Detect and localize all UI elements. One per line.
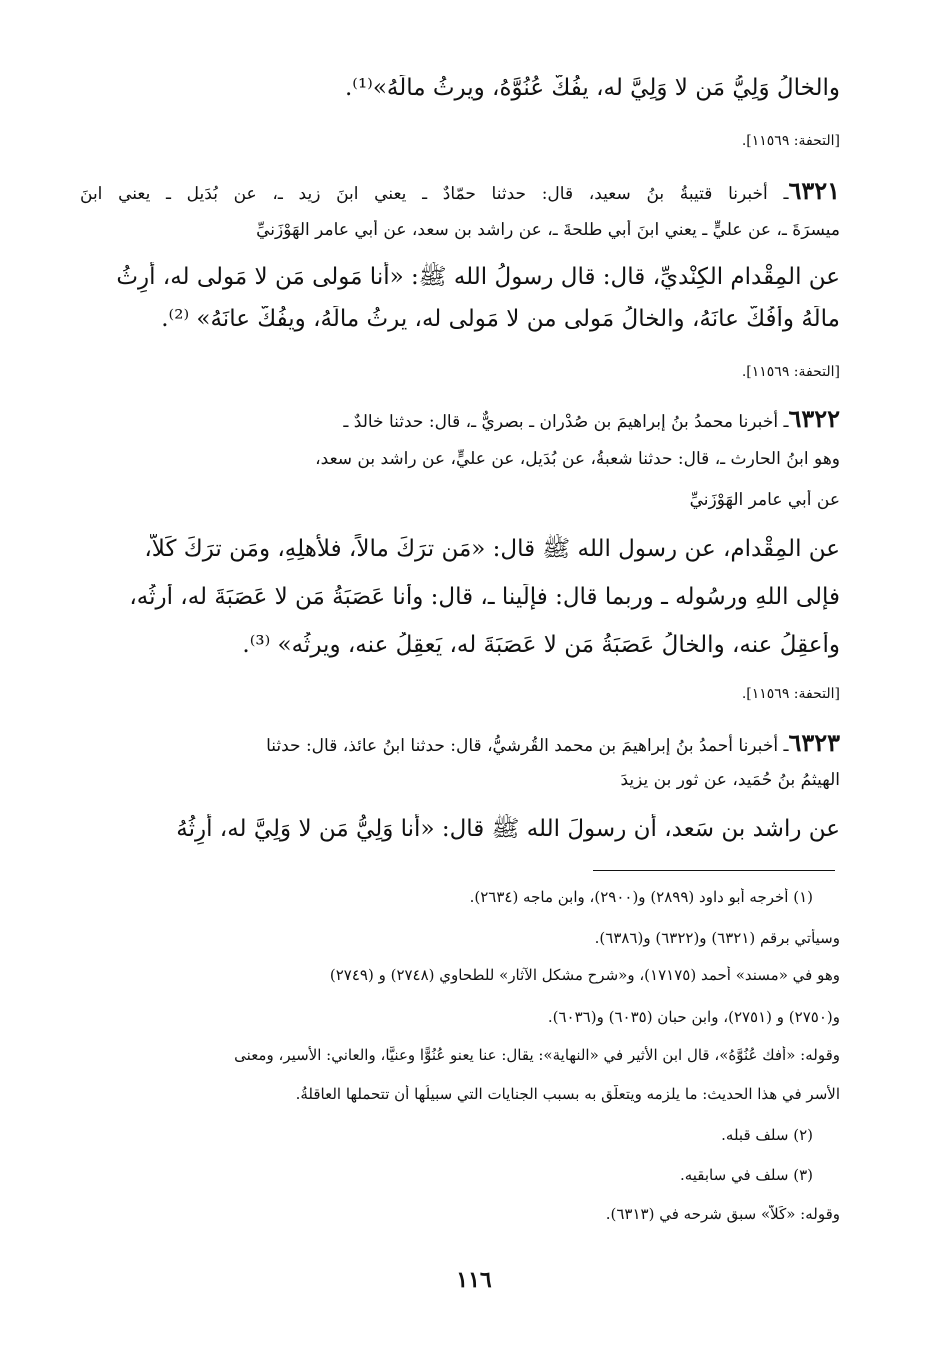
hadith-6321-line-2: ميسرَةَ ـ، عن عليٍّ ـ يعني ابنَ أبي طلحةَ ـ، عن راشد بن سعد، عن أبي عامر الهَوْزَنيِّ — [256, 220, 840, 240]
hadith-number: ٦٣٢١ — [788, 176, 840, 205]
hadith-6322-line-5: فإلى اللهِ ورسُوله ـ وربما قال: فإلَينا ـ، قال: وأنا عَصَبَةُ مَن لا عَصَبَةَ له، أرِثُه، — [129, 584, 840, 610]
footnote-1-line-4: و(٢٧٥٠) و (٢٧٥١)، وابن حبان (٦٠٣٥) و(٦٠٣٦). — [547, 1008, 840, 1026]
hadith-6321-line-4: مالَهُ وأفُكُّ عانَهُ، والخالُ مَولى من لا مَولى له، يرِثُ مالَهُ، ويفُكُّ عانَهُ» ⁽²⁾. — [161, 306, 840, 332]
hadith-6323-line-2: الهيثمُ بنُ حُمَيد، عن ثور بن يزيدَ — [620, 770, 840, 790]
hadith-6322-line-2: وهو ابنُ الحارث ـ، قال: حدثنا شعبةُ، عن بُدَيل، عن عليٍّ، عن راشد بن سعد، — [315, 449, 840, 469]
hadith-number: ٦٣٢٢ — [788, 404, 840, 433]
hadith-6321-line-3: عن المِقْدام الكِنْديِّ، قال: قال رسولُ الله ﷺ: «أنا مَولى مَن لا مَولى له، أرِثُ — [116, 264, 840, 290]
footnote-1-line-6: الأسر في هذا الحديث: ما يلزمه ويتعلّق به بسبب الجنايات التي سبيلُها أن تتحملها العاقلةُ. — [295, 1085, 840, 1103]
hadith-6321-line-1: ٦٣٢١ـ أخبرنا قتيبةُ بنُ سعيد، قال: حدثنا حمّادٌ ـ يعني ابنَ زيد ـ، عن بُدَيل ـ يعني ابنَ — [80, 176, 840, 205]
page-number: ١١٦ — [456, 1267, 492, 1293]
text-line: والخالُ وَلِيُّ مَن لا وَلِيَّ له، يفُكُّ عُنُوَّهُ، ويرِثُ مالَهُ»⁽¹⁾. — [344, 75, 840, 101]
footnote-1-line-2: وسيأتي برقم (٦٣٢١) و(٦٣٢٢) و(٦٣٨٦). — [594, 929, 840, 947]
footnote-separator — [593, 870, 835, 871]
footnote-3-line-2: وقوله: «كَلاًّ» سبق شرحه في (٦٣١٣). — [605, 1205, 840, 1223]
footnote-2: (٢) سلف قبله. — [721, 1126, 813, 1144]
hadith-6322-line-1: ٦٣٢٢ـ أخبرنا محمدُ بنُ إبراهيمَ بن صُدْران ـ بصريٌّ ـ، قال: حدثنا خالدٌ ـ — [343, 404, 840, 433]
footnote-1-line-3: وهو في «مسند» أحمد (١٧١٧٥)، و«شرح مشكل الآثار» للطحاوي (٢٧٤٨) و (٢٧٤٩) — [329, 966, 840, 984]
tuhfa-reference: [التحفة: ١١٥٦٩]. — [741, 364, 840, 380]
hadith-number: ٦٣٢٣ — [788, 728, 840, 757]
hadith-6322-line-4: عن المِقْدام، عن رسول الله ﷺ قال: «مَن ترَكَ مالاً، فلأهلِهِ، ومَن ترَكَ كَلاًّ، — [144, 536, 840, 562]
tuhfa-reference: [التحفة: ١١٥٦٩]. — [741, 686, 840, 702]
hadith-6323-line-1: ٦٣٢٣ـ أخبرنا أحمدُ بنُ إبراهيمَ بن محمد القُرشيُّ، قال: حدثنا ابنُ عائذ، قال: حدثنا — [266, 728, 840, 757]
hadith-6322-line-6: وأعقِلُ عنه، والخالُ عَصَبَةُ مَن لا عَصَبَةَ له، يَعقِلُ عنه، ويرِثُه» ⁽³⁾. — [242, 632, 840, 658]
hadith-6322-line-3: عن أبي عامر الهَوْزَنيِّ — [689, 490, 840, 510]
footnote-1-line-5: وقوله: «أفك عُنُوَّهُ»، قال ابن الأثير في «النهاية»: يقال: عنا يعنو عُنُوًّا وعنيًّا، والعاني: الأسير، ومعنى — [234, 1046, 840, 1064]
hadith-6323-line-3: عن راشد بن سَعد، أن رسولَ الله ﷺ قال: «أنا وَلِيُّ مَن لا وَلِيَّ له، أرِثُهُ — [176, 816, 840, 842]
footnote-1: (١) أخرجه أبو داود (٢٨٩٩) و(٢٩٠٠)، وابن ماجه (٢٦٣٤). — [469, 888, 813, 906]
footnote-3: (٣) سلف في سابقيه. — [679, 1166, 813, 1184]
tuhfa-reference: [التحفة: ١١٥٦٩]. — [741, 133, 840, 149]
